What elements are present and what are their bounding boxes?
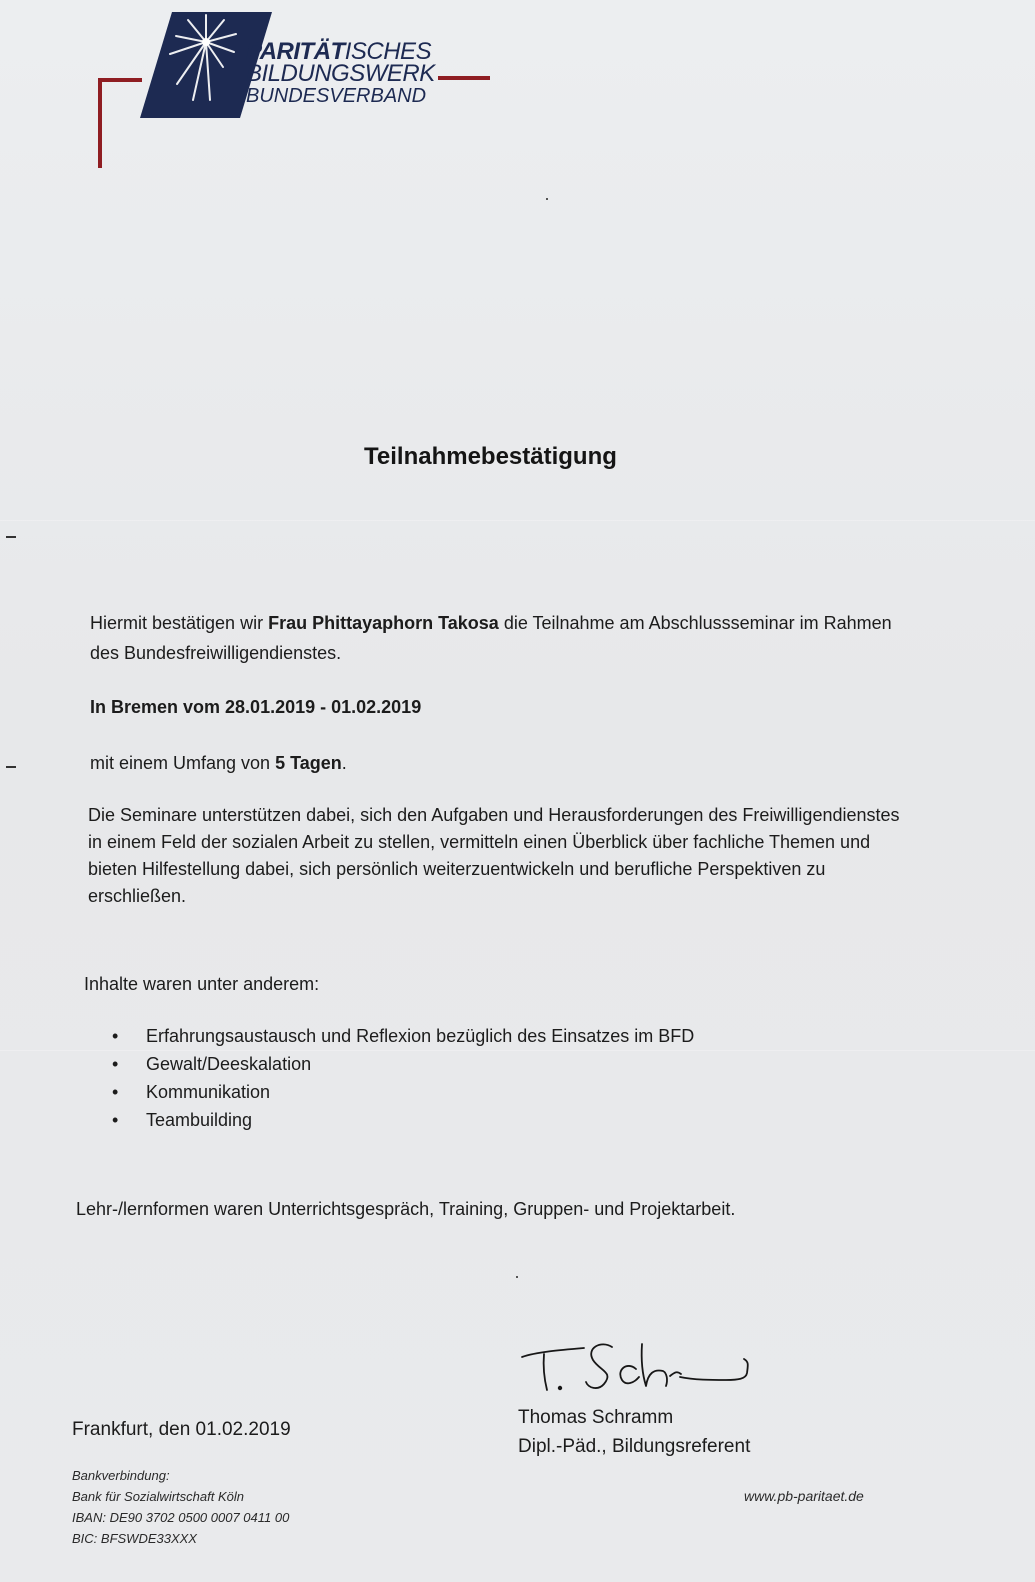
place-date: Frankfurt, den 01.02.2019 xyxy=(72,1419,291,1440)
contents-heading: Inhalte waren unter anderem: xyxy=(84,974,320,994)
website-url: www.pb-paritaet.de xyxy=(744,1488,864,1504)
bank-iban: IBAN: DE90 3702 0500 0007 0411 00 xyxy=(72,1510,290,1525)
document-title: Teilnahmebestätigung xyxy=(364,443,617,470)
seminar-description: Die Seminare unterstützen dabei, sich den Aufgaben und Herausforderungen des Freiwilligendienstes in einem Feld der sozialen Arbeit zu stellen, vermitteln einen Überblick über fachliche Themen und bieten Hilfestellung dabei, sich persönlich weiterzuentwickeln und berufliche Perspektiven zu erschließen. xyxy=(88,805,900,906)
logo-line-3: BUNDESVERBAND xyxy=(246,85,427,107)
logo-line-1: PARITÄTISCHES xyxy=(246,38,432,65)
bank-label: Bankverbindung: xyxy=(72,1468,170,1483)
paper-crease xyxy=(0,520,1035,521)
list-item: • Teambuilding xyxy=(112,1106,912,1134)
logo-accent-bar xyxy=(98,78,142,82)
logo-accent-bar xyxy=(438,76,490,80)
paper-speck xyxy=(516,1276,518,1278)
paper-speck xyxy=(546,198,548,200)
confirmation-outro: die Teilnahme am Abschlussseminar im Rahmen des Bundesfreiwilligendienstes. xyxy=(90,613,892,663)
letterhead-text xyxy=(246,38,435,107)
contents-list xyxy=(112,1022,912,1134)
list-item: • Erfahrungsaustausch und Reflexion bezüglich des Einsatzes im BFD xyxy=(112,1022,912,1050)
logo-line-2: BILDUNGSWERK xyxy=(246,60,435,87)
signer-name: Thomas Schramm xyxy=(518,1407,674,1428)
edge-mark xyxy=(6,766,16,768)
duration-value: 5 Tagen xyxy=(275,753,342,773)
handwritten-signature xyxy=(518,1330,768,1400)
bank-bic: BIC: BFSWDE33XXX xyxy=(72,1531,197,1546)
duration-suffix: . xyxy=(341,753,347,773)
logo-accent-bar xyxy=(98,78,102,168)
bank-details xyxy=(72,1465,289,1549)
confirmation-intro: Hiermit bestätigen wir xyxy=(90,613,264,633)
teaching-methods: Lehr-/lernformen waren Unterrichtsgespräch, Training, Gruppen- und Projektarbeit. xyxy=(76,1199,736,1219)
letterhead-logo xyxy=(98,12,498,162)
bank-name: Bank für Sozialwirtschaft Köln xyxy=(72,1489,244,1504)
signer-role: Dipl.-Päd., Bildungsreferent xyxy=(518,1436,751,1457)
confirmation-paragraph xyxy=(90,608,910,668)
signature-block xyxy=(518,1330,818,1457)
participant-name: Frau Phittayaphorn Takosa xyxy=(268,613,499,633)
duration-line xyxy=(90,748,910,778)
location-dates: In Bremen vom 28.01.2019 - 01.02.2019 xyxy=(90,697,422,717)
edge-mark xyxy=(6,536,16,538)
duration-prefix: mit einem Umfang von xyxy=(90,753,271,773)
list-item: • Kommunikation xyxy=(112,1078,912,1106)
list-item: • Gewalt/Deeskalation xyxy=(112,1050,912,1078)
